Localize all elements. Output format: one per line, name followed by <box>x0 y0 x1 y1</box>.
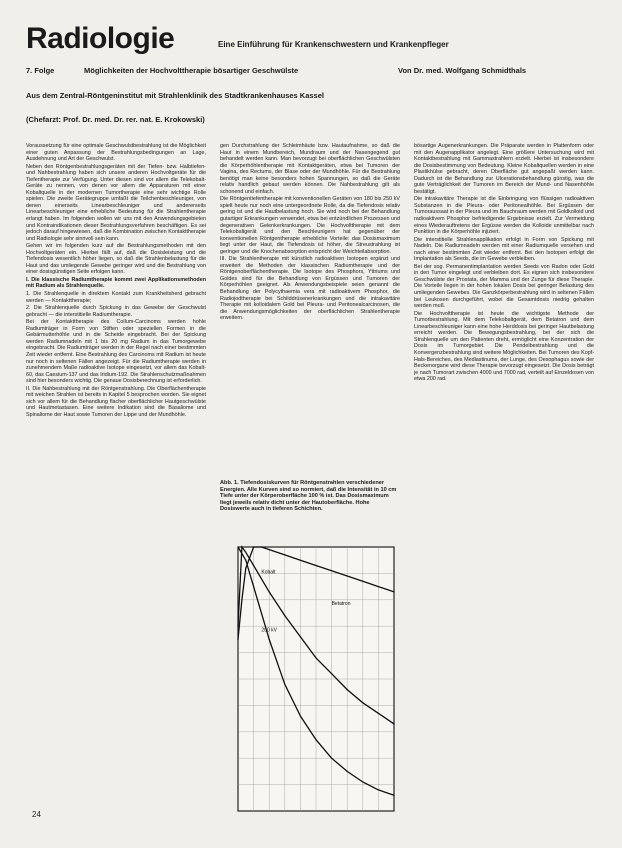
paragraph: gen Durchstrahlung der Schleimhäute bzw. Hautaufnahme, so daß die Haut in einem Mundbereich, Mundraum und der Nasengegend gut behandelt werden kann. Man bevorzugt bei oberflächlichen Geschwülsten die Körperhöhlentherapie mit Kontaktgeräten, etwa bei Tumoren der Vagina, des Rectums, der Blase oder der Mundhöhle. Für die Bestrahlung benötigt man keine besonders hohen Spannungen, so daß die Geräte relativ handlich gebaut werden können. Die Nahbestrahlung gilt als schonend und einfach. <box>220 143 400 195</box>
depth-dose-chart-svg <box>232 543 398 815</box>
data-point <box>300 560 301 561</box>
data-point <box>347 575 348 576</box>
data-point <box>331 570 332 571</box>
data-point <box>347 689 348 690</box>
paragraph: Bei der Kontakttherapie des Collum-Carcinoms werden hohle Radiumträger in Form von Stiften oder speziellen Formen in die Gebärmutterhöhle und in die Scheide eingebracht. Bei der Spickung werden Radiumnadeln mit 1 bis 20 mg Radium in das Tumorgewebe eingebracht. Die Radiumträger werden in der Regel nach einer bestimmten Zeit wieder entfernt. Eine Bestrahlung des Carcinoms mit Radium ist heute nur noch in seltenen Fällen angezeigt. Für die Radiumtherapie werden in zunehmendem Maße radioaktive Isotope eingesetzt, vor allem das Kobalt-60, das Caesium-137 und das Iridium-192. Die Strahlenschutzmaßnahmen sind hier besonders wichtig. Die genaue Dosisberechnung ist erforderlich. <box>26 319 206 385</box>
data-point <box>393 723 394 724</box>
curve-label: Kobalt <box>261 569 276 576</box>
data-point <box>269 639 270 640</box>
data-point <box>237 626 238 627</box>
list-item: 2. Die Strahlenquelle durch Spickung in das Gewebe der Geschwulst gebracht — die interstitielle Radiumtherapie. <box>26 305 206 318</box>
curve-label: Betatron <box>331 601 351 608</box>
paragraph: Bei der sog. Permanentimplantation werden Seeds von Radon oder Gold in den Tumor eingelegt und verbleiben dort. Es eignen sich insbesondere Geschwülste der Prostata, der Mamma und der Zunge für diese Therapie. Die Vorteile liegen in der hohen lokalen Dosis bei geringer Belastung des umliegenden Gewebes. Die Ganzkörperbestrahlung wird in seltenen Fällen bei Leukosen durchgeführt, wobei die Gesamtdosis niedrig gehalten werden muß. <box>414 263 594 310</box>
episode-number: 7. Folge <box>26 66 55 75</box>
data-point <box>237 639 238 640</box>
data-point <box>269 591 270 592</box>
data-point <box>393 795 394 796</box>
data-point <box>237 546 238 547</box>
data-point <box>253 546 254 547</box>
data-point <box>393 591 394 592</box>
data-point <box>300 636 301 637</box>
header <box>26 22 606 56</box>
list-item: 1. Die Strahlenquelle in direktem Kontakt zum Krankheitsherd gebracht werden — Kontakttherapie; <box>26 291 206 304</box>
data-point <box>331 758 332 759</box>
data-point <box>362 702 363 703</box>
paragraph: Die intrakavitäre Therapie ist die Einbringung von flüssigen radioaktiven Substanzen in die Pleura- oder Peritonealhöhle. Bei Ergüssen der Tumoraussaat in der Pleura und im Bauchraum werden mit Goldkolloid und radioaktivem Phosphor befriedigende Ergebnisse erzielt. Zur Vermeidung eines Wiederauftretens der Ergüsse werden die Kolloide unmittelbar nach Punktion in die Körperhöhle injiziert. <box>414 196 594 236</box>
article-topic: Möglichkeiten der Hochvolttherapie bösartiger Geschwülste <box>84 66 299 75</box>
data-point <box>253 565 254 566</box>
paragraph: Gehen wir im folgenden kurz auf die Bestrahlungsmethoden mit den Hochvoltgeräten ein. Hierbei fällt auf, daß die Dosisleistung und die Tiefendosis wesentlich höher liegen, so daß die Strahlenbelastung für die Haut und das umliegende Gewebe geringer wird und die Bestrahlung von einer dosisgünstigen Seite erfolgen kann. <box>26 243 206 276</box>
data-point <box>362 581 363 582</box>
data-point <box>378 789 379 790</box>
curve-label: 200 kV <box>261 627 277 634</box>
paragraph: Die Hochvolttherapie ist heute die wichtigste Methode der Tumorbestrahlung. Mit dem Telekobaltgerät, dem Betatron und dem Linearbeschleuniger kann eine hohe Herddosis bei geringer Hautbelastung erreicht werden. Die Bewegungsbestrahlung, bei der sich die Strahlenquelle um den Patienten dreht, ermöglicht eine Konzentration der Dosis im Tumorgebiet. Die Pendelbestrahlung und die Konvergenzbestrahlung sind weitere Möglichkeiten. Bei Tumoren des Kopf-Hals-Bereiches, des Mediastinums, der Lunge, des Oesophagus sowie der Beckenorgane wird diese Therapie bevorzugt eingesetzt. Die Dosis beträgt je nach Tumorart zwischen 4000 und 7000 rad, verteilt auf Einzeldosen von etwa 200 rad. <box>414 310 594 383</box>
page-number: 24 <box>32 810 41 819</box>
data-point <box>245 568 246 569</box>
text-column-1 <box>26 143 206 813</box>
paragraph: Neben den Röntgenbestrahlungsgeräten mit der Tiefen- bzw. Halbtiefen- und Nahbestrahlung haben sich unsere anderen Hochvoltgeräte für die Tiefentherapie zur Verfügung. Unter diesen sind vor allem die Telekobalt-Geräte zu nennen, von denen vor allem die Apparaturen mit einer Kobaltquelle in der modernen Tumortherapie eine sehr wichtige Rolle spielen. Die zweite Gerätegruppe umfaßt die Teilchenbeschleuniger, von denen einerseits Linearbeschleuniger und andererseits Linearbeschleuniger eine erhebliche Bedeutung für die Strahlentherapie erlangt haben. Im folgenden wollen wir uns mit den Anwendungsgebieten und Kontraindikationen dieser Bestrahlungsverfahren beschäftigen. Es sei jedoch darauf hingewiesen, daß die Kombination zwischen Kontakttherapie und Radiologie sehr sinnvoll sein kann. <box>26 163 206 242</box>
figure-caption: Abb. 1. Tiefendosiskurven für Röntgenstrahlen verschiedener Energien. Alle Kurven sind so normiert, daß die Intensität in 10 cm Tiefe unter der Körperoberfläche 100 % ist. Das Dosismaximum liegt jeweils relativ dicht unter der Hautoberfläche. Hohe Dosiswerte auch in tieferen Schichten. <box>220 480 397 513</box>
data-point <box>241 599 242 600</box>
data-point <box>261 546 262 547</box>
paragraph: III. Die Strahlentherapie mit künstlich radioaktiven Isotopen ergänzt und erweitert die Methoden der klassischen Radiumtherapie und der Röntgenoberflächentherapie. Die Isotope des Phosphors, Yttriums und Goldes sind für die Behandlung von Ergüssen und Tumoren der Körperhöhlen geeignet. Als Anwendungsbeispiele seien genannt die Behandlung der Polycythaemia vera mit radioaktivem Phosphor, die Radiojodtherapie bei Schilddrüsenerkrankungen und die intrakavitäre Therapie mit kolloidalem Gold bei Pleura- und Peritonealcarcinosen, die die Anwendungsmöglichkeiten der oberflächlichen Strahlentherapie erweitern. <box>220 256 400 322</box>
data-point <box>378 586 379 587</box>
data-point <box>245 560 246 561</box>
data-point <box>241 546 242 547</box>
data-point <box>315 657 316 658</box>
section-heading: I. Die klassische Radiumtherapie kommt zwei Applikationsmethoden mit Radium als Strahlenquelle. <box>26 276 206 290</box>
page-subtitle: Eine Einführung für Krankenschwestern und Krankenpfleger <box>218 40 449 49</box>
data-point <box>378 713 379 714</box>
depth-dose-chart <box>232 543 398 815</box>
text-column-2 <box>220 143 400 473</box>
data-point <box>347 771 348 772</box>
data-point <box>245 552 246 553</box>
article-author: Von Dr. med. Wolfgang Schmidthals <box>398 66 527 75</box>
data-point <box>300 715 301 716</box>
paragraph: Die Röntgentiefentherapie mit konventionellen Geräten von 180 bis 250 kV spielt heute nur noch eine untergeordnete Rolle, da die Tiefendosis relativ gering ist und die Hautbelastung hoch. Sie wird noch bei der Behandlung gutartiger Erkrankungen verwendet, etwa bei entzündlichen Prozessen und degenerativen Gelenkerkrankungen. Die Hochvolttherapie mit dem Telekobaltgerät und den Beschleunigern hat gegenüber der konventionellen Röntgentherapie erhebliche Vorteile: das Dosismaximum liegt unter der Haut, die Tiefendosis ist höher, die Streustrahlung ist geringer und die Knochenabsorption entspricht der Weichteilabsorption. <box>220 196 400 255</box>
paragraph: Voraussetzung für eine optimale Geschwulstbestrahlung ist die Möglichkeit einer guten Anpassung der Bestrahlungsbedingungen an Lage, Ausdehnung und Art der Geschwulst. <box>26 143 206 163</box>
data-point <box>284 684 285 685</box>
data-point <box>315 739 316 740</box>
page-title: Radiologie <box>26 22 175 55</box>
institute-line: Aus dem Zentral-Röntgeninstitut mit Strahlenklinik des Stadtkrankenhauses Kassel <box>26 91 324 100</box>
paragraph: bösartige Augenerkrankungen. Die Präparate werden in Plattenform oder mit den Augenapplikator angelegt. Eine größere Untersuchung wird mit Kontaktbestrahlung mit Gammastrahlern erzielt. Hierbei ist insbesondere die Dosisbestimmung von Bedeutung. Kleine Kobaltquellen werden in eine Plastikhülse gebracht, deren Oberfläche gut angepaßt werden kann. Dadurch ist die Behandlung zur Ulcerationsbehandlung günstig, was die gute Verträglichkeit der Tumoren im Bereich der Mund- und Nasenhöhle bestätigt. <box>414 143 594 195</box>
data-point <box>253 586 254 587</box>
data-point <box>269 549 270 550</box>
data-point <box>284 615 285 616</box>
episode-line <box>26 66 598 78</box>
chief-line: (Chefarzt: Prof. Dr. med. Dr. rer. nat. E. Krokowski) <box>26 115 205 124</box>
data-point <box>362 781 363 782</box>
paragraph: Die interstitielle Strahlenapplikation erfolgt in Form von Spickung mit Nadeln. Die Radiumnadeln werden mit einer Radiumquelle versehen und nach einer bestimmten Zeit wieder entfernt. Bei den Isotopen erfolgt die Implantation als Seeds, die im Gewebe verbleiben. <box>414 236 594 263</box>
data-point <box>284 554 285 555</box>
paragraph: II. Die Nahbestrahlung mit der Röntgenstrahlung. Die Oberflächentherapie mit weichen Strahlen ist bereits in Kapitel 5 besprochen worden. Sie eignet sich vor allem für die Behandlung flacher oberflächlicher Hautgeschwülste und Hautmetastasen. Eine weitere Indikation sind die Basaliome und Spinaliome der Haut sowie Tumoren der Lippe und der Mundhöhle. <box>26 385 206 418</box>
data-point <box>315 565 316 566</box>
data-point <box>331 673 332 674</box>
text-column-3 <box>414 143 594 821</box>
